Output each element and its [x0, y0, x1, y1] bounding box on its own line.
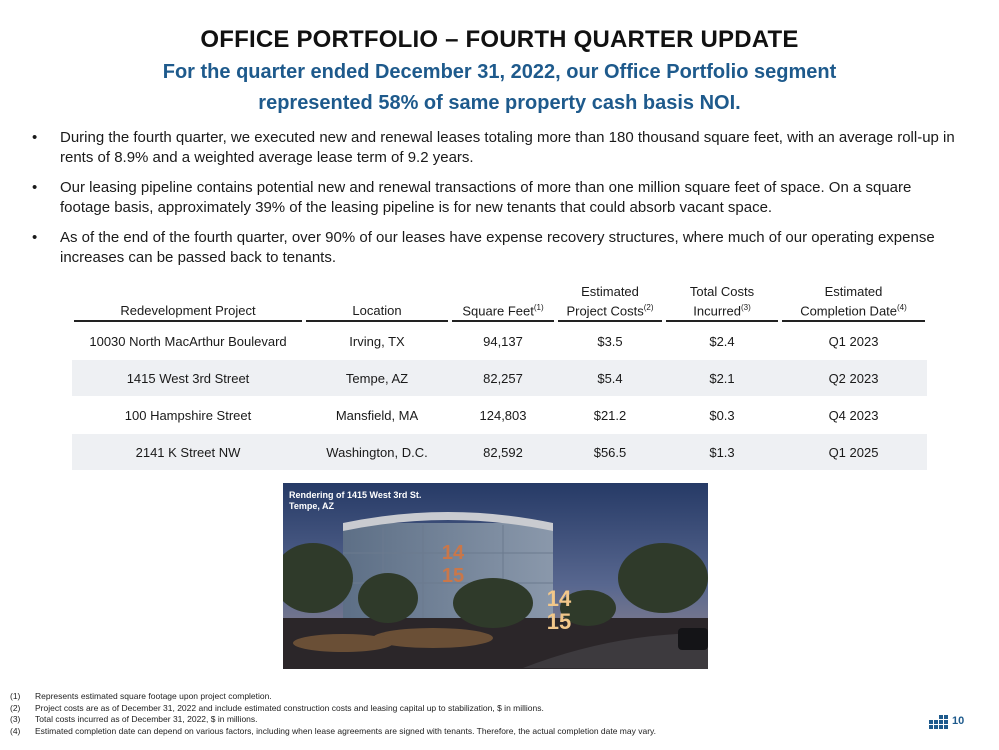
cell-square-feet: 82,257 — [483, 370, 523, 386]
facade-sign-top: 14 — [441, 542, 465, 564]
cell-costs-incurred: $2.1 — [709, 370, 735, 386]
page-title: OFFICE PORTFOLIO – FOURTH QUARTER UPDATE — [200, 26, 799, 53]
rendering-caption-line-2: Tempe, AZ — [289, 501, 335, 511]
table-header-row — [72, 282, 927, 322]
bullet-list — [30, 128, 960, 278]
cell-project: 2141 K Street NW — [135, 444, 241, 460]
footnote: (3) Total costs incurred as of December 31, 2022, $ in millions. — [10, 714, 258, 724]
rendering-caption-line-1: Rendering of 1415 West 3rd St. — [289, 490, 422, 500]
header-estimated-costs: Estimated Project Costs$^{(2)}$ — [556, 284, 664, 322]
cell-estimated-costs: $5.4 — [597, 370, 623, 386]
rendering-caption — [289, 490, 421, 512]
bullet-item — [30, 178, 960, 218]
header-location: Location — [304, 303, 450, 322]
monument-sign-top: 14 — [546, 586, 572, 611]
cell-location: Tempe, AZ — [345, 370, 409, 386]
footnote: (2) Project costs are as of December 31, 2022 and include estimated construction costs and leasing capital up to stabilization, $ in millions. — [10, 702, 544, 713]
cell-location: Irving, TX — [349, 333, 405, 349]
monument-sign-bottom: 15 — [546, 609, 572, 634]
subtitle-line-2: represented 58% of same property cash basis NOI. — [258, 92, 741, 114]
cell-estimated-costs: $21.2 — [593, 407, 627, 423]
cell-square-feet: 94,137 — [483, 333, 523, 349]
header-completion-date: Estimated Completion Date$^{(4)}$ — [780, 284, 927, 322]
bullet-text: During the fourth quarter, we executed new and renewal leases totaling more than 180 thousand square feet, with an average roll-up in rents of 8.9% and a weighted average lease term of 9.2 years. — [60, 129, 955, 166]
cell-completion-date: Q1 2025 — [828, 444, 879, 460]
facade-sign-bottom: 15 — [441, 565, 465, 587]
header-costs-incurred: Total Costs Incurred$^{(3)}$ — [664, 284, 780, 322]
bullet-dot: • — [32, 229, 38, 246]
cell-estimated-costs: $56.5 — [593, 444, 627, 460]
cell-costs-incurred: $1.3 — [709, 444, 735, 460]
building-rendering-image — [283, 483, 708, 669]
bullet-dot: • — [32, 179, 38, 196]
subtitle-line-1: For the quarter ended December 31, 2022, our Office Portfolio segment — [162, 61, 837, 83]
redevelopment-table — [72, 282, 927, 470]
bullet-dot: • — [32, 129, 38, 146]
cell-square-feet: 124,803 — [479, 407, 527, 423]
cell-location: Washington, D.C. — [326, 444, 428, 460]
bullet-text: As of the end of the fourth quarter, over 90% of our leases have expense recovery structures, where much of our operating expense increases can be passed back to tenants. — [60, 229, 935, 266]
table-row — [72, 397, 927, 433]
cell-costs-incurred: $0.3 — [709, 407, 735, 423]
cell-estimated-costs: $3.5 — [597, 333, 623, 349]
cell-square-feet: 82,592 — [483, 444, 523, 460]
parked-car — [678, 628, 708, 650]
bullet-item — [30, 128, 960, 168]
cell-project: 100 Hampshire Street — [124, 407, 252, 423]
table-row — [72, 323, 927, 359]
header-project: Redevelopment Project — [72, 303, 304, 322]
logo-grid-icon — [929, 714, 949, 730]
footnote: (4) Estimated completion date can depend on various factors, including when lease agreements are signed with tenants. Therefore, the actual completion date may vary. — [10, 725, 657, 736]
cell-location: Mansfield, MA — [335, 407, 419, 423]
cell-completion-date: Q2 2023 — [828, 370, 879, 386]
page-number: 10 — [952, 715, 965, 727]
bullet-text: Our leasing pipeline contains potential new and renewal transactions of more than one million square feet of space. On a square footage basis, approximately 39% of the leasing pipeline is for new tenants that could absorb vacant space. — [60, 179, 912, 216]
cell-completion-date: Q1 2023 — [828, 333, 879, 349]
header-square-feet: Square Feet$^{(1)}$ — [450, 300, 556, 322]
bullet-item — [30, 228, 960, 268]
cell-costs-incurred: $2.4 — [709, 333, 735, 349]
cell-project: 10030 North MacArthur Boulevard — [89, 333, 287, 349]
cell-project: 1415 West 3rd Street — [126, 370, 250, 386]
table-row — [72, 360, 927, 396]
company-logo-icon — [929, 714, 949, 735]
footnotes — [10, 691, 656, 737]
footnote: (1) Represents estimated square footage upon project completion. — [10, 691, 272, 701]
page-subtitle — [60, 57, 939, 119]
cell-completion-date: Q4 2023 — [828, 407, 879, 423]
table-row — [72, 434, 927, 470]
